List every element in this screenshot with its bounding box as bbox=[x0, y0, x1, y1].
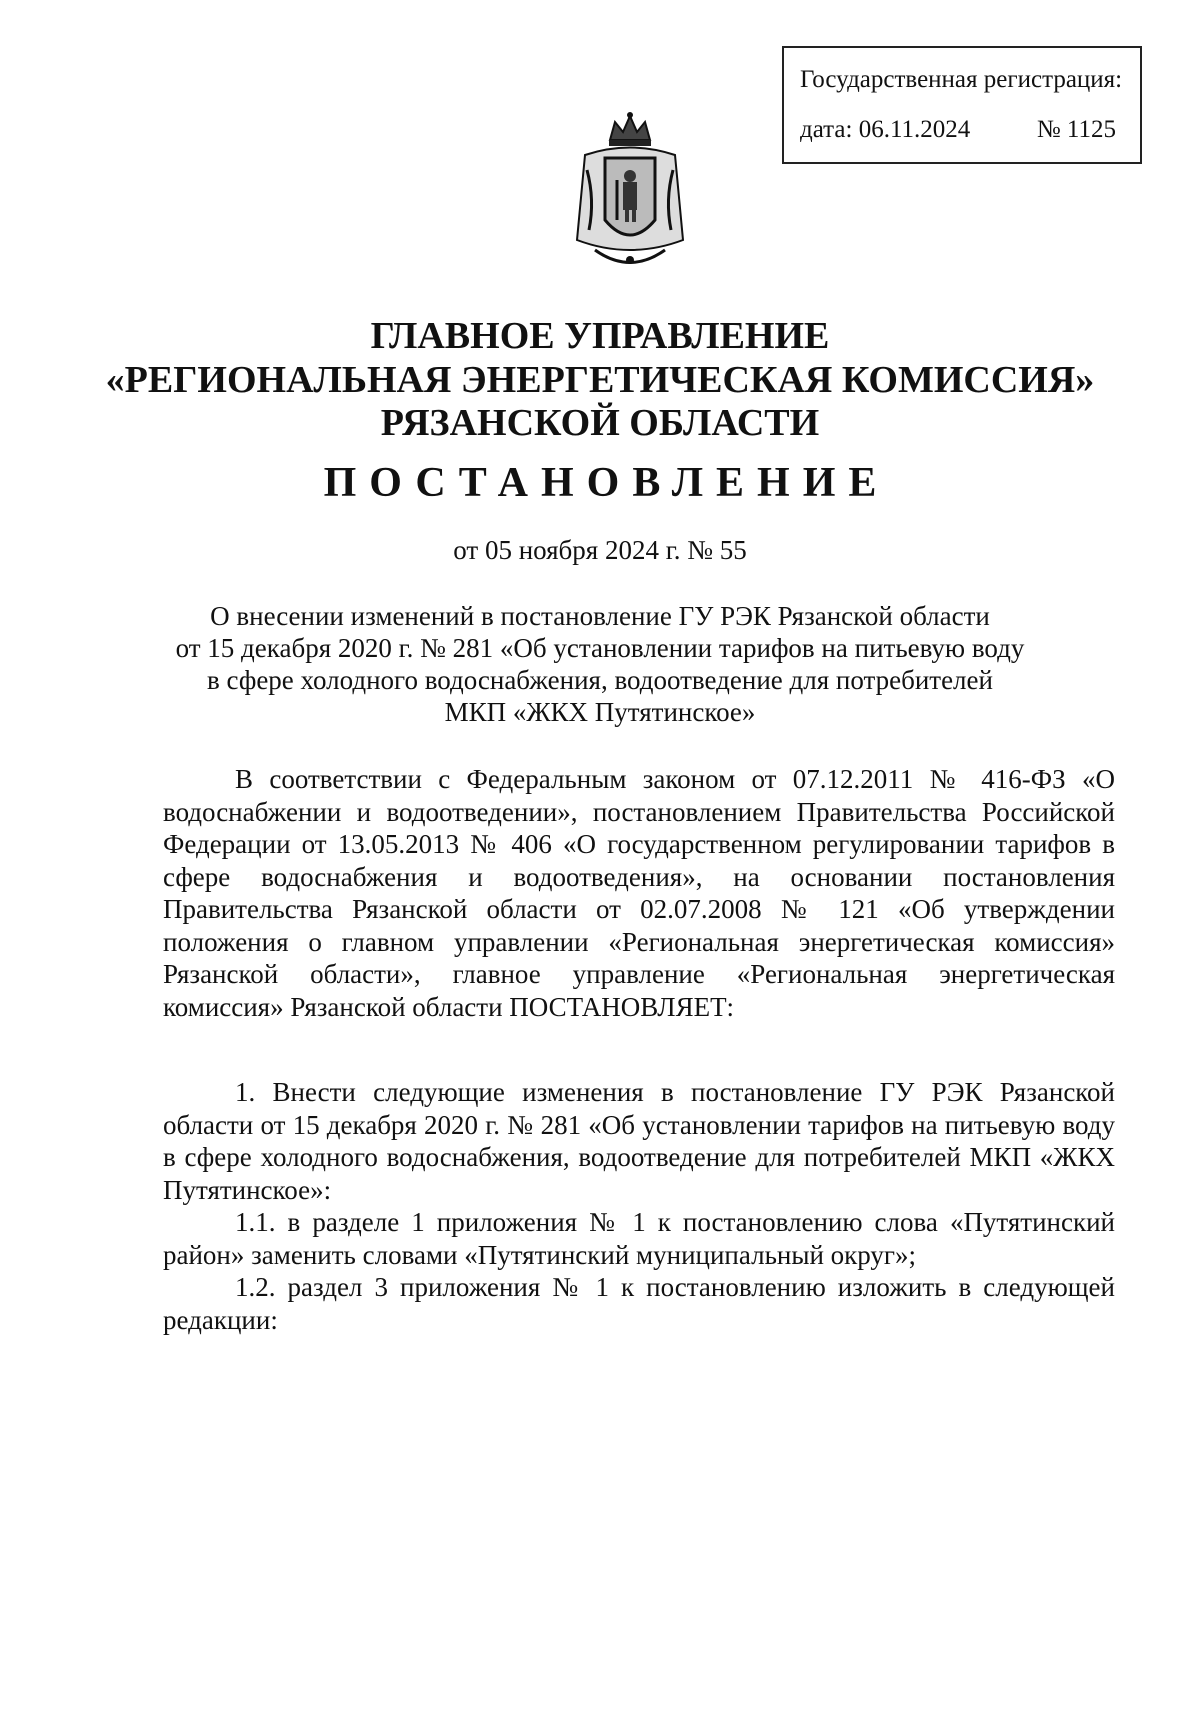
registration-number: № 1125 bbox=[1036, 116, 1116, 143]
preamble-paragraph: В соответствии с Федеральным законом от 07.12.2011 № 416-ФЗ «О водоснабжении и водоотведении», постановлением Правительства Российской Федерации от 13.05.2013 № 406 «О государственном регулировании тарифов в сфере водоснабжения и водоотведения», на основании постановления Правительства Рязанской области от 02.07.2008 № 121 «Об утверждении положения о главном управлении «Региональная энергетическая комиссия» Рязанской области», главное управление «Региональная энергетическая комиссия» Рязанской области ПОСТАНОВЛЯЕТ: bbox=[163, 764, 1115, 1022]
organization-name-line1: ГЛАВНОЕ УПРАВЛЕНИЕ bbox=[370, 315, 830, 357]
subject-line: от 15 декабря 2020 г. № 281 «Об установлении тарифов на питьевую воду bbox=[175, 633, 1025, 663]
subject-line: О внесении изменений в постановление ГУ РЭК Рязанской области bbox=[210, 601, 990, 631]
organization-name-line3: РЯЗАНСКОЙ ОБЛАСТИ bbox=[380, 402, 820, 444]
document-type: ПОСТАНОВЛЕНИЕ bbox=[323, 460, 890, 506]
registration-stamp bbox=[782, 46, 1142, 164]
document-date-number: от 05 ноября 2024 г. № 55 bbox=[453, 535, 747, 565]
organization-name-line2: «РЕГИОНАЛЬНАЯ ЭНЕРГЕТИЧЕСКАЯ КОМИССИЯ» bbox=[105, 359, 1095, 401]
item-1-paragraph: 1. Внести следующие изменения в постановление ГУ РЭК Рязанской области от 15 декабря 2020 г. № 281 «Об установлении тарифов на питьевую воду в сфере холодного водоснабжения, водоотведение для потребителей МКП «ЖКХ Путятинское»: bbox=[163, 1077, 1115, 1205]
registration-title: Государственная регистрация: bbox=[800, 66, 1123, 93]
document-subject bbox=[160, 600, 1040, 728]
item-1-2-paragraph: 1.2. раздел 3 приложения № 1 к постановлению изложить в следующей редакции: bbox=[163, 1272, 1115, 1335]
subject-line: в сфере холодного водоснабжения, водоотведение для потребителей bbox=[207, 665, 993, 695]
subject-line: МКП «ЖКХ Путятинское» bbox=[444, 697, 756, 727]
item-1-1-paragraph: 1.1. в разделе 1 приложения № 1 к постановлению слова «Путятинский район» заменить словами «Путятинский муниципальный округ»; bbox=[163, 1207, 1115, 1270]
ryazan-coat-of-arms-icon bbox=[565, 110, 695, 275]
registration-date: дата: 06.11.2024 bbox=[800, 116, 971, 143]
